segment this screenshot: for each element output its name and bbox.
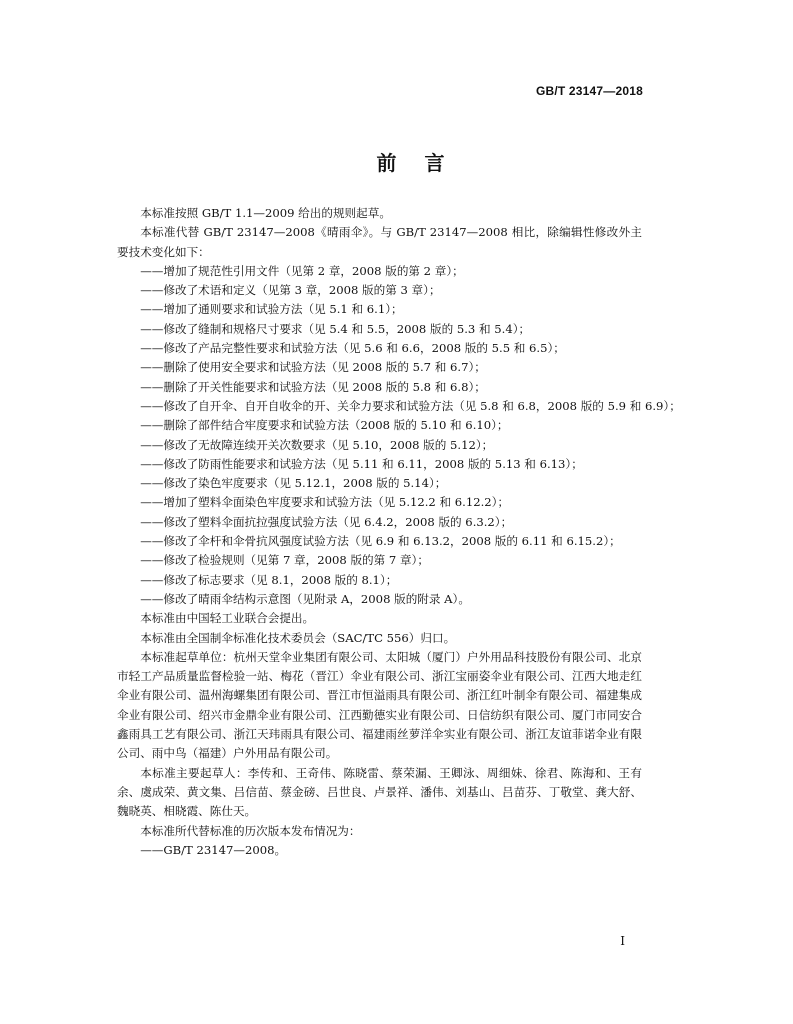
list-item: ——删除了使用安全要求和试验方法（见 2008 版的 5.7 和 6.7）；	[140, 360, 486, 375]
paragraph-proposer: 本标准由中国轻工业联合会提出。	[140, 611, 315, 626]
list-item: ——修改了术语和定义（见第 3 章，2008 版的第 3 章）；	[140, 283, 441, 298]
list-item: ——修改了晴雨伞结构示意图（见附录 A，2008 版的附录 A）。	[140, 591, 470, 606]
paragraph-drafting-units: 本标准起草单位：杭州天堂伞业集团有限公司、太阳城（厦门）户外用品科技股份有限公司、北京市轻工产品质量监督检验一站、梅花（晋江）伞业有限公司、浙江宝丽姿伞业有限公司、江西大地走红伞业有限公司、温州海螺集团有限公司、晋江市恒溢雨具有限公司、浙江红叶制伞有限公司、福建集成伞业有限公司、绍兴市金鼎伞业有限公司、江西勤德实业有限公司、日信纺织有限公司、厦门市同安合鑫雨具工艺有限公司、浙江天玮雨具有限公司、福建雨丝萝洋伞实业有限公司、浙江友谊菲诺伞业有限公司、雨中鸟（福建）户外用品有限公司。	[117, 649, 642, 761]
paragraph-drafting-rules: 本标准按照 GB/T 1.1—2009 给出的规则起草。	[140, 206, 391, 220]
list-item: ——修改了塑料伞面抗拉强度试验方法（见 6.4.2，2008 版的 6.3.2）；	[140, 514, 513, 529]
list-item: ——修改了标志要求（见 8.1，2008 版的 8.1）；	[140, 572, 398, 587]
list-item: ——修改了防雨性能要求和试验方法（见 5.11 和 6.11，2008 版的 5.13 和 6.13）；	[140, 456, 583, 471]
list-item: ——GB/T 23147—2008。	[140, 842, 287, 857]
list-item: ——增加了通则要求和试验方法（见 5.1 和 6.1）；	[140, 302, 403, 317]
list-item: ——删除了部件结合牢度要求和试验方法（2008 版的 5.10 和 6.10）；	[140, 418, 509, 433]
list-item: ——修改了伞杆和伞骨抗风强度试验方法（见 6.9 和 6.13.2，2008 版的 6.11 和 6.15.2）；	[140, 534, 621, 549]
list-item: ——修改了检验规则（见第 7 章，2008 版的第 7 章）；	[140, 553, 429, 568]
foreword-body	[117, 204, 681, 860]
list-item: ——修改了产品完整性要求和试验方法（见 5.6 和 6.6，2008 版的 5.5 和 6.5）；	[140, 341, 565, 356]
paragraph-committee: 本标准由全国制伞标准化技术委员会（SAC/TC 556）归口。	[140, 630, 456, 645]
list-item: ——增加了规范性引用文件（见第 2 章，2008 版的第 2 章）；	[140, 263, 464, 278]
list-item: ——修改了无故障连续开关次数要求（见 5.10，2008 版的 5.12）；	[140, 437, 494, 452]
page-number: I	[620, 934, 625, 948]
list-item: ——修改了缝制和规格尺寸要求（见 5.4 和 5.5，2008 版的 5.3 和 5.4）；	[140, 321, 531, 336]
list-item: ——修改了自开伞、自开自收伞的开、关伞力要求和试验方法（见 5.8 和 6.8，2008 版的 5.9 和 6.9）；	[140, 398, 681, 413]
changes-list	[117, 262, 681, 609]
paragraph-drafters: 本标准主要起草人：李传和、王奇伟、陈晓雷、蔡荣漏、王卿泳、周细妹、徐君、陈海和、王有余、虞成荣、黄文集、吕信苗、蔡金磅、吕世良、卢景祥、潘伟、刘基山、吕苗芬、丁敬堂、龚大舒、魏晓英、相晓霞、陈仕天。	[117, 765, 642, 819]
page-title: 前言	[376, 151, 473, 175]
list-item: ——删除了开关性能要求和试验方法（见 2008 版的 5.8 和 6.8）；	[140, 379, 486, 394]
paragraph-replacement: 本标准代替 GB/T 23147—2008《晴雨伞》。与 GB/T 23147—2008 相比，除编辑性修改外主要技术变化如下：	[117, 225, 642, 259]
paragraph-history-intro: 本标准所代替标准的历次版本发布情况为：	[140, 823, 361, 838]
list-item: ——增加了塑料伞面染色牢度要求和试验方法（见 5.12.2 和 6.12.2）；	[140, 495, 510, 510]
standard-code: GB/T 23147—2018	[535, 84, 643, 98]
list-item: ——修改了染色牢度要求（见 5.12.1，2008 版的 5.14）；	[140, 476, 447, 491]
